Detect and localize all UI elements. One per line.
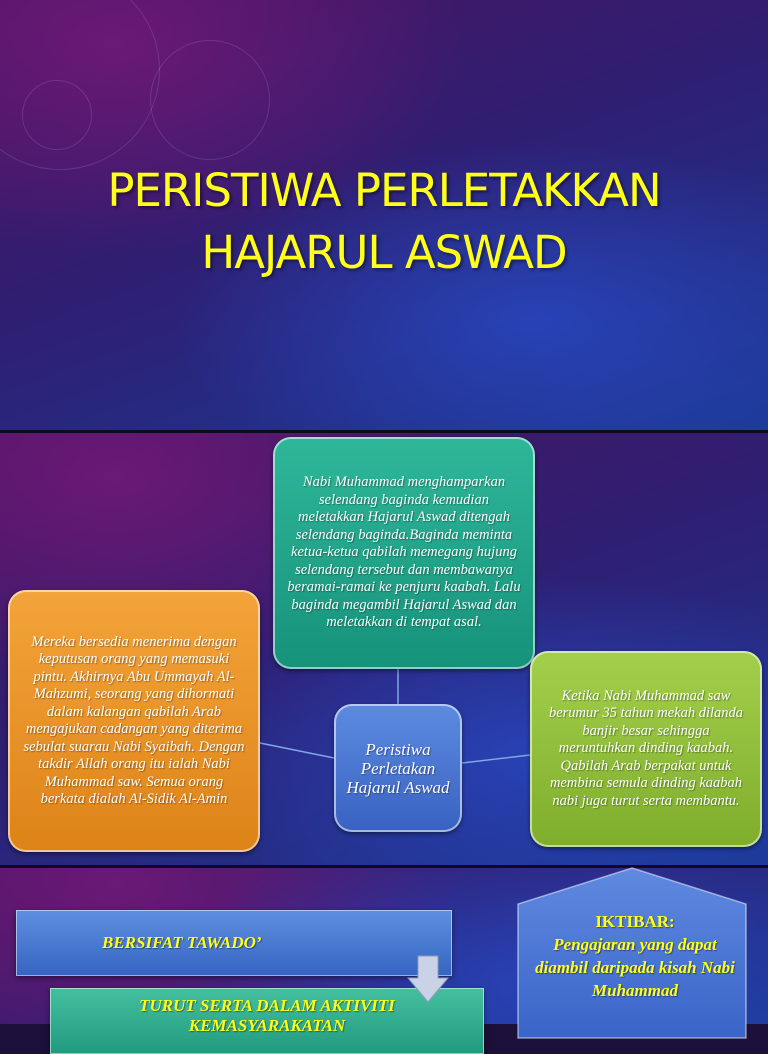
kemasyarakatan-bar-text: TURUT SERTA DALAM AKTIVITI KEMASYARAKATAN	[139, 996, 395, 1035]
slide-title	[0, 160, 768, 284]
center-topic-box	[334, 704, 462, 832]
teal-text-box	[273, 437, 535, 669]
iktibar-text	[530, 910, 740, 1002]
iktibar-body: Pengajaran yang dapat diambil daripada kisah Nabi Muhammad	[535, 935, 735, 1000]
orange-box-text: Mereka bersedia menerima dengan keputusan orang yang memasuki pintu. Akhirnya Abu Ummayah Al-Mahzumi, seorang yang dihormati dalam kalangan qabilah Arab mengajukan cadangan yang diterima sebulat suarau Nabi Syaibah. Dengan takdir Allah orang itu ialah Nabi Muhammad saw. Semua orang berkata dialah Al-Sidik Al-Amin	[23, 633, 245, 807]
connector-right	[462, 755, 530, 763]
green-text-box	[530, 651, 762, 847]
title-slide	[0, 0, 768, 430]
decorative-circle	[0, 0, 160, 170]
connector-left	[260, 743, 334, 758]
center-box-text: Peristiwa Perletakan Hajarul Aswad	[346, 739, 450, 797]
orange-text-box	[8, 590, 260, 852]
decorative-circle	[150, 40, 270, 160]
iktibar-title: IKTIBAR:	[595, 912, 675, 931]
down-arrow-icon	[408, 956, 448, 1002]
green-box-text: Ketika Nabi Muhammad saw berumur 35 tahun mekah dilanda banjir besar sehingga meruntuhkan dinding kaabah. Qabilah Arab berpakat untuk membina semula dinding kaabah nabi juga turut serta membantu.	[548, 687, 744, 809]
lesson-slide	[0, 868, 768, 1035]
tawado-bar	[16, 910, 452, 976]
teal-box-text: Nabi Muhammad menghamparkan selendang baginda kemudian meletakkan Hajarul Aswad ditengah selendang baginda.Baginda meminta ketua-ketua qabilah memegang hujung selendang tersebut dan membawanya beramai-ramai ke penjuru kaabah. Lalu baginda megambil Hajarul Aswad dan meletakkan di tempat asal.	[287, 474, 521, 631]
title-line-1: PERISTIWA PERLETAKKAN	[107, 164, 661, 217]
title-line-2: HAJARUL ASWAD	[201, 226, 567, 279]
tawado-bar-text: BERSIFAT TAWADO’	[102, 933, 262, 952]
mindmap-slide	[0, 433, 768, 865]
